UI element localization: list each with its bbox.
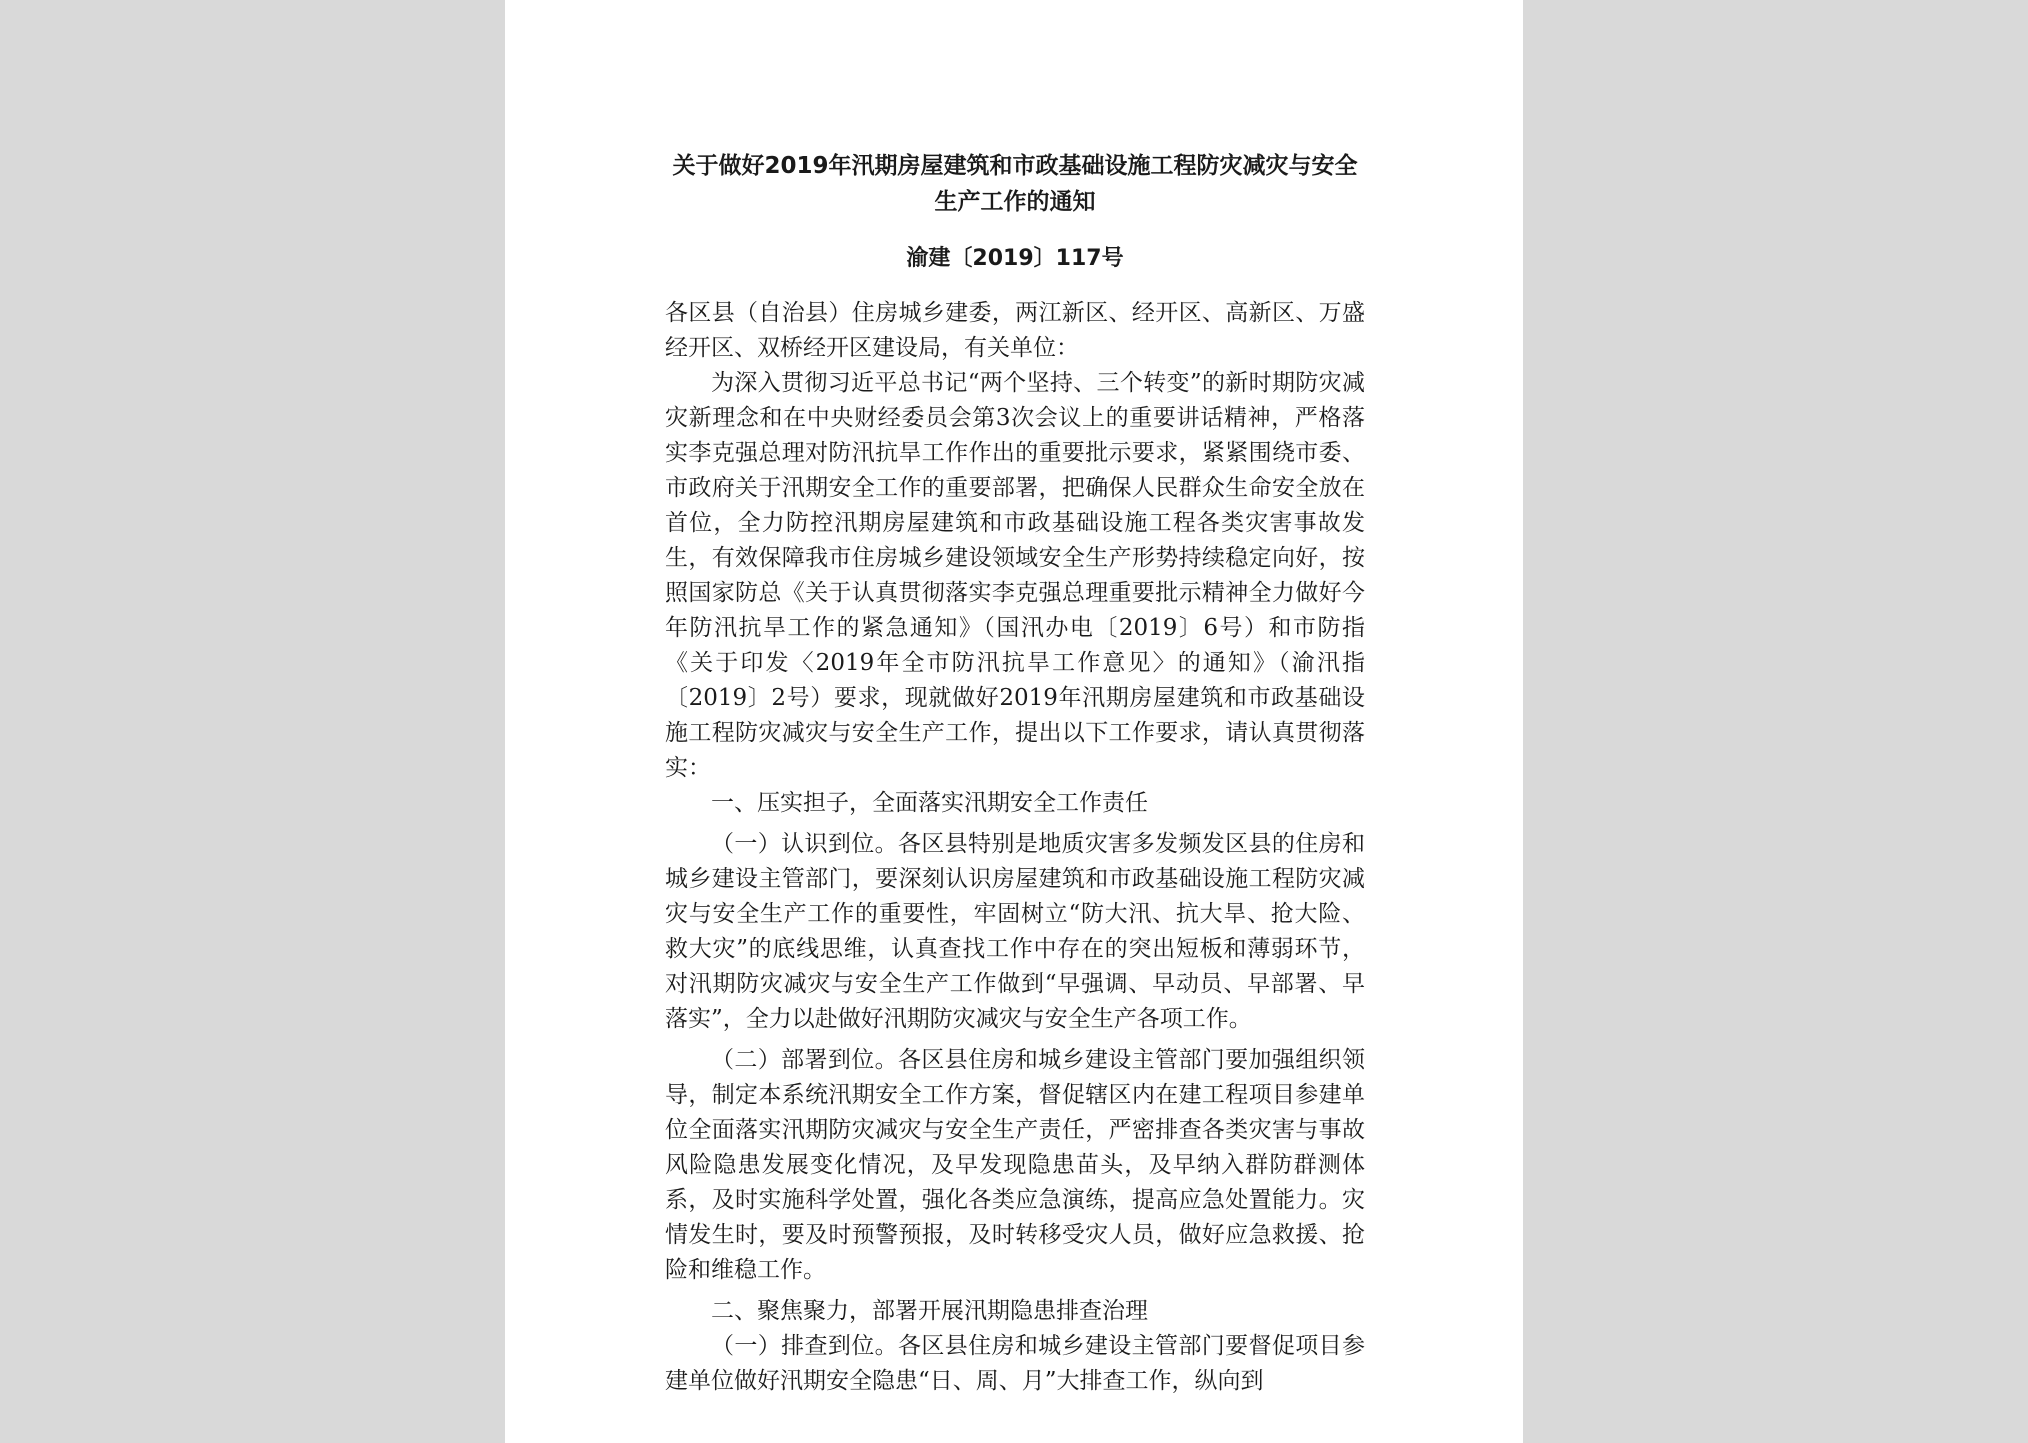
section1-item1-paragraph: （一）认识到位。各区县特别是地质灾害多发频发区县的住房和城乡建设主管部门，要深刻认识房屋建筑和市政基础设施工程防灾减灾与安全生产工作的重要性，牢固树立“防大汛、抗大旱、抢大险、救大灾”的底线思维，认真查找工作中存在的突出短板和薄弱环节，对汛期防灾减灾与安全生产工作做到“早强调、早动员、早部署、早落实”，全力以赴做好汛期防灾减灾与安全生产各项工作。 (665, 831, 1365, 1032)
section2-item1-paragraph: （一）排查到位。各区县住房和城乡建设主管部门要督促项目参建单位做好汛期安全隐患“日、周、月”大排查工作，纵向到 (665, 1333, 1365, 1394)
section-heading-2: 二、聚焦聚力，部署开展汛期隐患排查治理 (711, 1298, 1148, 1324)
document-page (505, 0, 1523, 1443)
document-title: 关于做好2019年汛期房屋建筑和市政基础设施工程防灾减灾与安全生产工作的通知 (672, 153, 1358, 215)
intro-paragraph: 为深入贯彻习近平总书记“两个坚持、三个转变”的新时期防灾减灾新理念和在中央财经委员会第3次会议上的重要讲话精神，严格落实李克强总理对防汛抗旱工作作出的重要批示要求，紧紧围绕市委、市政府关于汛期安全工作的重要部署，把确保人民群众生命安全放在首位，全力防控汛期房屋建筑和市政基础设施工程各类灾害事故发生，有效保障我市住房城乡建设领域安全生产形势持续稳定向好，按照国家防总《关于认真贯彻落实李克强总理重要批示精神全力做好今年防汛抗旱工作的紧急通知》（国汛办电〔2019〕6号）和市防指《关于印发〈2019年全市防汛抗旱工作意见〉的通知》（渝汛指〔2019〕2号）要求，现就做好2019年汛期房屋建筑和市政基础设施工程防灾减灾与安全生产工作，提出以下工作要求，请认真贯彻落实： (665, 370, 1365, 781)
salutation: 各区县（自治县）住房城乡建委，两江新区、经开区、高新区、万盛经开区、双桥经开区建设局，有关单位： (665, 300, 1365, 361)
section-heading-1: 一、压实担子，全面落实汛期安全工作责任 (711, 790, 1148, 816)
document-content (665, 148, 1365, 1399)
section1-item2-paragraph: （二）部署到位。各区县住房和城乡建设主管部门要加强组织领导，制定本系统汛期安全工作方案，督促辖区内在建工程项目参建单位全面落实汛期防灾减灾与安全生产责任，严密排查各类灾害与事故风险隐患发展变化情况，及早发现隐患苗头，及早纳入群防群测体系，及时实施科学处置，强化各类应急演练，提高应急处置能力。灾情发生时，要及时预警预报，及时转移受灾人员，做好应急救援、抢险和维稳工作。 (665, 1047, 1365, 1283)
document-number: 渝建〔2019〕117号 (906, 246, 1124, 271)
document-body (665, 296, 1365, 1399)
